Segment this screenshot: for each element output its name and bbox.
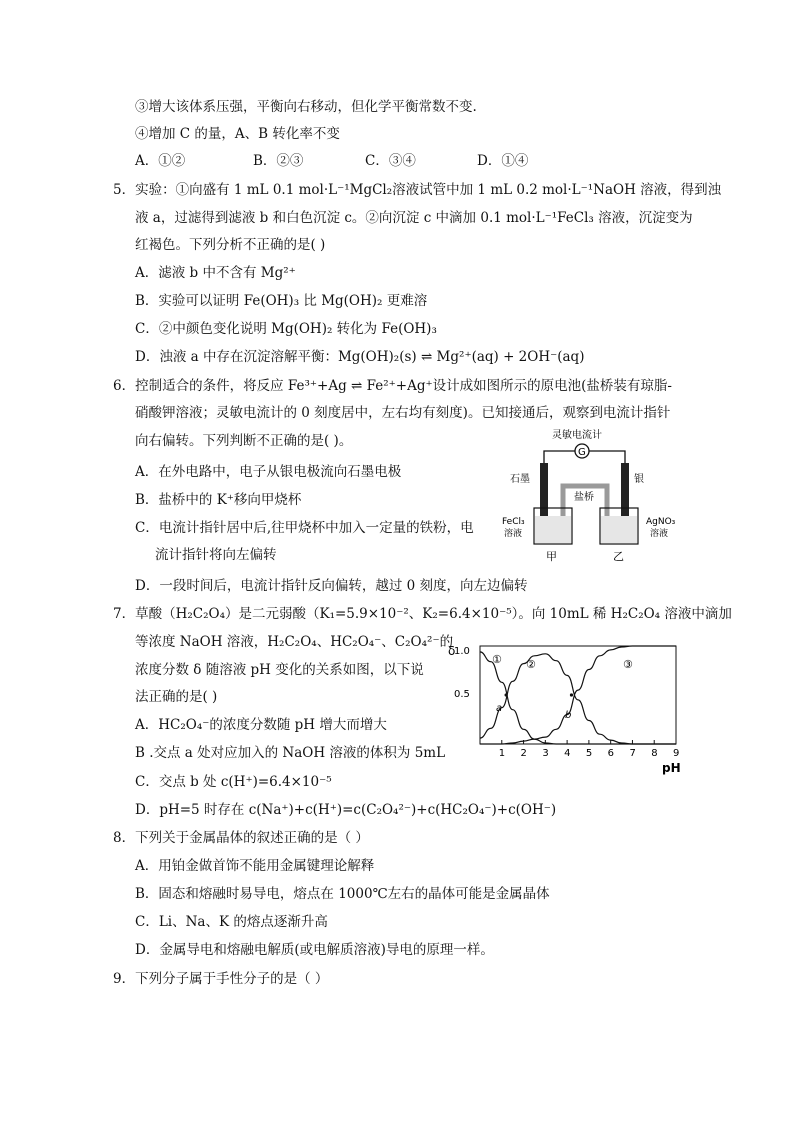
left-solution [535, 516, 571, 543]
point-a-label: a [496, 703, 503, 714]
q7-option-b[interactable]: B .交点 a 处对应加入的 NaOH 溶液的体积为 5mL [135, 745, 446, 761]
y-tick-05: 0.5 [454, 689, 470, 700]
q6-option-a[interactable]: A．在外电路中，电子从银电极流向石墨电极 [135, 464, 402, 480]
left-beaker-label: 甲 [546, 550, 557, 563]
distribution-chart [448, 638, 688, 778]
q5-stem-line2: 液 a，过滤得到滤液 b 和白色沉淀 c。②向沉淀 c 中滴加 0.1 mol·L⁻¹FeCl₃ 溶液，沉淀变为 [135, 210, 693, 226]
option-d[interactable]: D．①④ [477, 153, 529, 169]
graphite-label: 石墨 [510, 474, 530, 485]
plot-frame [480, 646, 676, 744]
q8-stem: 8．下列关于金属晶体的叙述正确的是（ ） [113, 830, 369, 846]
x-tick-label-8: 8 [651, 748, 658, 759]
option-b[interactable]: B．②③ [253, 153, 304, 169]
right-solution [601, 516, 637, 543]
x-tick-label-4: 4 [564, 748, 571, 759]
series-line-1 [480, 652, 676, 744]
q5-option-a[interactable]: A．滤液 b 中不含有 Mg²⁺ [135, 265, 296, 281]
silver-label: 银 [634, 474, 644, 485]
q9-stem: 9．下列分子属于手性分子的是（ ） [113, 971, 329, 987]
x-tick-label-5: 5 [585, 748, 593, 759]
intersection-point-a [505, 693, 508, 696]
q5-stem-line3: 红褐色。下列分析不正确的是( ) [135, 237, 326, 253]
x-axis-label: pH [662, 761, 681, 775]
q8-option-b[interactable]: B．固态和熔融时易导电，熔点在 1000℃左右的晶体可能是金属晶体 [135, 886, 550, 902]
salt-bridge-label: 盐桥 [574, 492, 594, 503]
meter-label: 灵敏电流计 [552, 430, 602, 441]
q7-stem-line4: 法正确的是( ) [135, 689, 218, 705]
q5-option-d[interactable]: D．浊液 a 中存在沉淀溶解平衡：Mg(OH)₂(s) ⇌ Mg²⁺(aq) + 2OH⁻(aq) [135, 349, 585, 365]
point-b-label: b [565, 710, 572, 721]
curve-marker-2: ② [526, 658, 536, 671]
q6-stem-line3: 向右偏转。下列判断不正确的是( )。 [135, 433, 353, 449]
y-tick-1: 1.0 [454, 646, 470, 657]
q6-option-c-line2: 流计指针将向左偏转 [155, 547, 277, 563]
q7-stem-line1: 7．草酸（H₂C₂O₄）是二元弱酸（K₁=5.9×10⁻²、K₂=6.4×10⁻⁵）。向 10mL 稀 H₂C₂O₄ 溶液中滴加 [113, 606, 732, 622]
galvanic-cell-figure [500, 426, 690, 568]
series-layer [480, 646, 676, 744]
option-a[interactable]: A．①② [135, 153, 186, 169]
right-solution-label-1: AgNO₃ [646, 517, 676, 527]
q5-option-c[interactable]: C．②中颜色变化说明 Mg(OH)₂ 转化为 Fe(OH)₃ [135, 321, 437, 337]
option-c[interactable]: C．③④ [365, 153, 416, 169]
q7-stem-line2: 等浓度 NaOH 溶液，H₂C₂O₄、HC₂O₄⁻、C₂O₄²⁻的 [135, 634, 454, 650]
q7-stem-line3: 浓度分数 δ 随溶液 pH 变化的关系如图，以下说 [135, 662, 424, 678]
right-solution-label-2: 溶液 [650, 529, 669, 539]
x-ticks [499, 740, 680, 759]
curve-marker-3: ③ [623, 658, 633, 671]
q6-stem-line1: 6．控制适合的条件，将反应 Fe³⁺+Ag ⇌ Fe²⁺+Ag⁺设计成如图所示的原电池(盐桥装有琼脂- [113, 378, 672, 394]
intersection-point-b [570, 693, 573, 696]
q7-option-a[interactable]: A．HC₂O₄⁻的浓度分数随 pH 增大而增大 [135, 717, 387, 733]
q7-option-d[interactable]: D．pH=5 时存在 c(Na⁺)+c(H⁺)=c(C₂O₄²⁻)+c(HC₂O₄⁻)+c(OH⁻) [135, 802, 557, 818]
left-solution-label-1: FeCl₃ [502, 517, 525, 527]
x-tick-label-7: 7 [629, 748, 636, 759]
y-axis-label: δ [448, 644, 456, 658]
q6-stem-line2: 硝酸钾溶液；灵敏电流计的 0 刻度居中，左右均有刻度)。已知接通后，观察到电流计指针 [135, 405, 671, 421]
meter-symbol: G [578, 447, 586, 458]
wire-right [589, 451, 625, 463]
x-tick-label-9: 9 [673, 748, 680, 759]
right-beaker-label: 乙 [613, 550, 624, 563]
left-solution-label-2: 溶液 [504, 529, 523, 539]
q6-option-d[interactable]: D．一段时间后，电流计指针反向偏转，越过 0 刻度，向左边偏转 [135, 578, 528, 594]
q6-option-b[interactable]: B．盐桥中的 K⁺移向甲烧杯 [135, 492, 302, 508]
q7-option-c[interactable]: C．交点 b 处 c(H⁺)=6.4×10⁻⁵ [135, 774, 332, 790]
x-tick-label-2: 2 [520, 748, 527, 759]
x-tick-label-1: 1 [498, 748, 506, 759]
x-tick-label-6: 6 [607, 748, 615, 759]
q8-option-c[interactable]: C．Li、Na、K 的熔点逐渐升高 [135, 914, 328, 930]
series-line-2 [480, 654, 676, 744]
q6-option-c-line1[interactable]: C．电流计指针居中后,往甲烧杯中加入一定量的铁粉，电 [135, 520, 474, 536]
series-line-3 [480, 646, 676, 744]
x-tick-label-3: 3 [542, 748, 549, 759]
q5-option-b[interactable]: B．实验可以证明 Fe(OH)₃ 比 Mg(OH)₂ 更难溶 [135, 293, 428, 309]
q8-option-d[interactable]: D．金属导电和熔融电解质(或电解质溶液)导电的原理一样。 [135, 942, 494, 958]
wire-left [544, 451, 575, 463]
curve-marker-1: ① [492, 653, 502, 666]
q8-option-a[interactable]: A．用铂金做首饰不能用金属键理论解释 [135, 858, 375, 874]
q5-stem-line1: 5．实验：①向盛有 1 mL 0.1 mol·L⁻¹MgCl₂溶液试管中加 1 mL 0.2 mol·L⁻¹NaOH 溶液，得到浊 [113, 182, 722, 198]
options-row [135, 152, 528, 170]
statement-3: ③增大该体系压强，平衡向右移动，但化学平衡常数不变. [135, 99, 477, 115]
statement-4: ④增加 C 的量，A、B 转化率不变 [135, 126, 340, 142]
